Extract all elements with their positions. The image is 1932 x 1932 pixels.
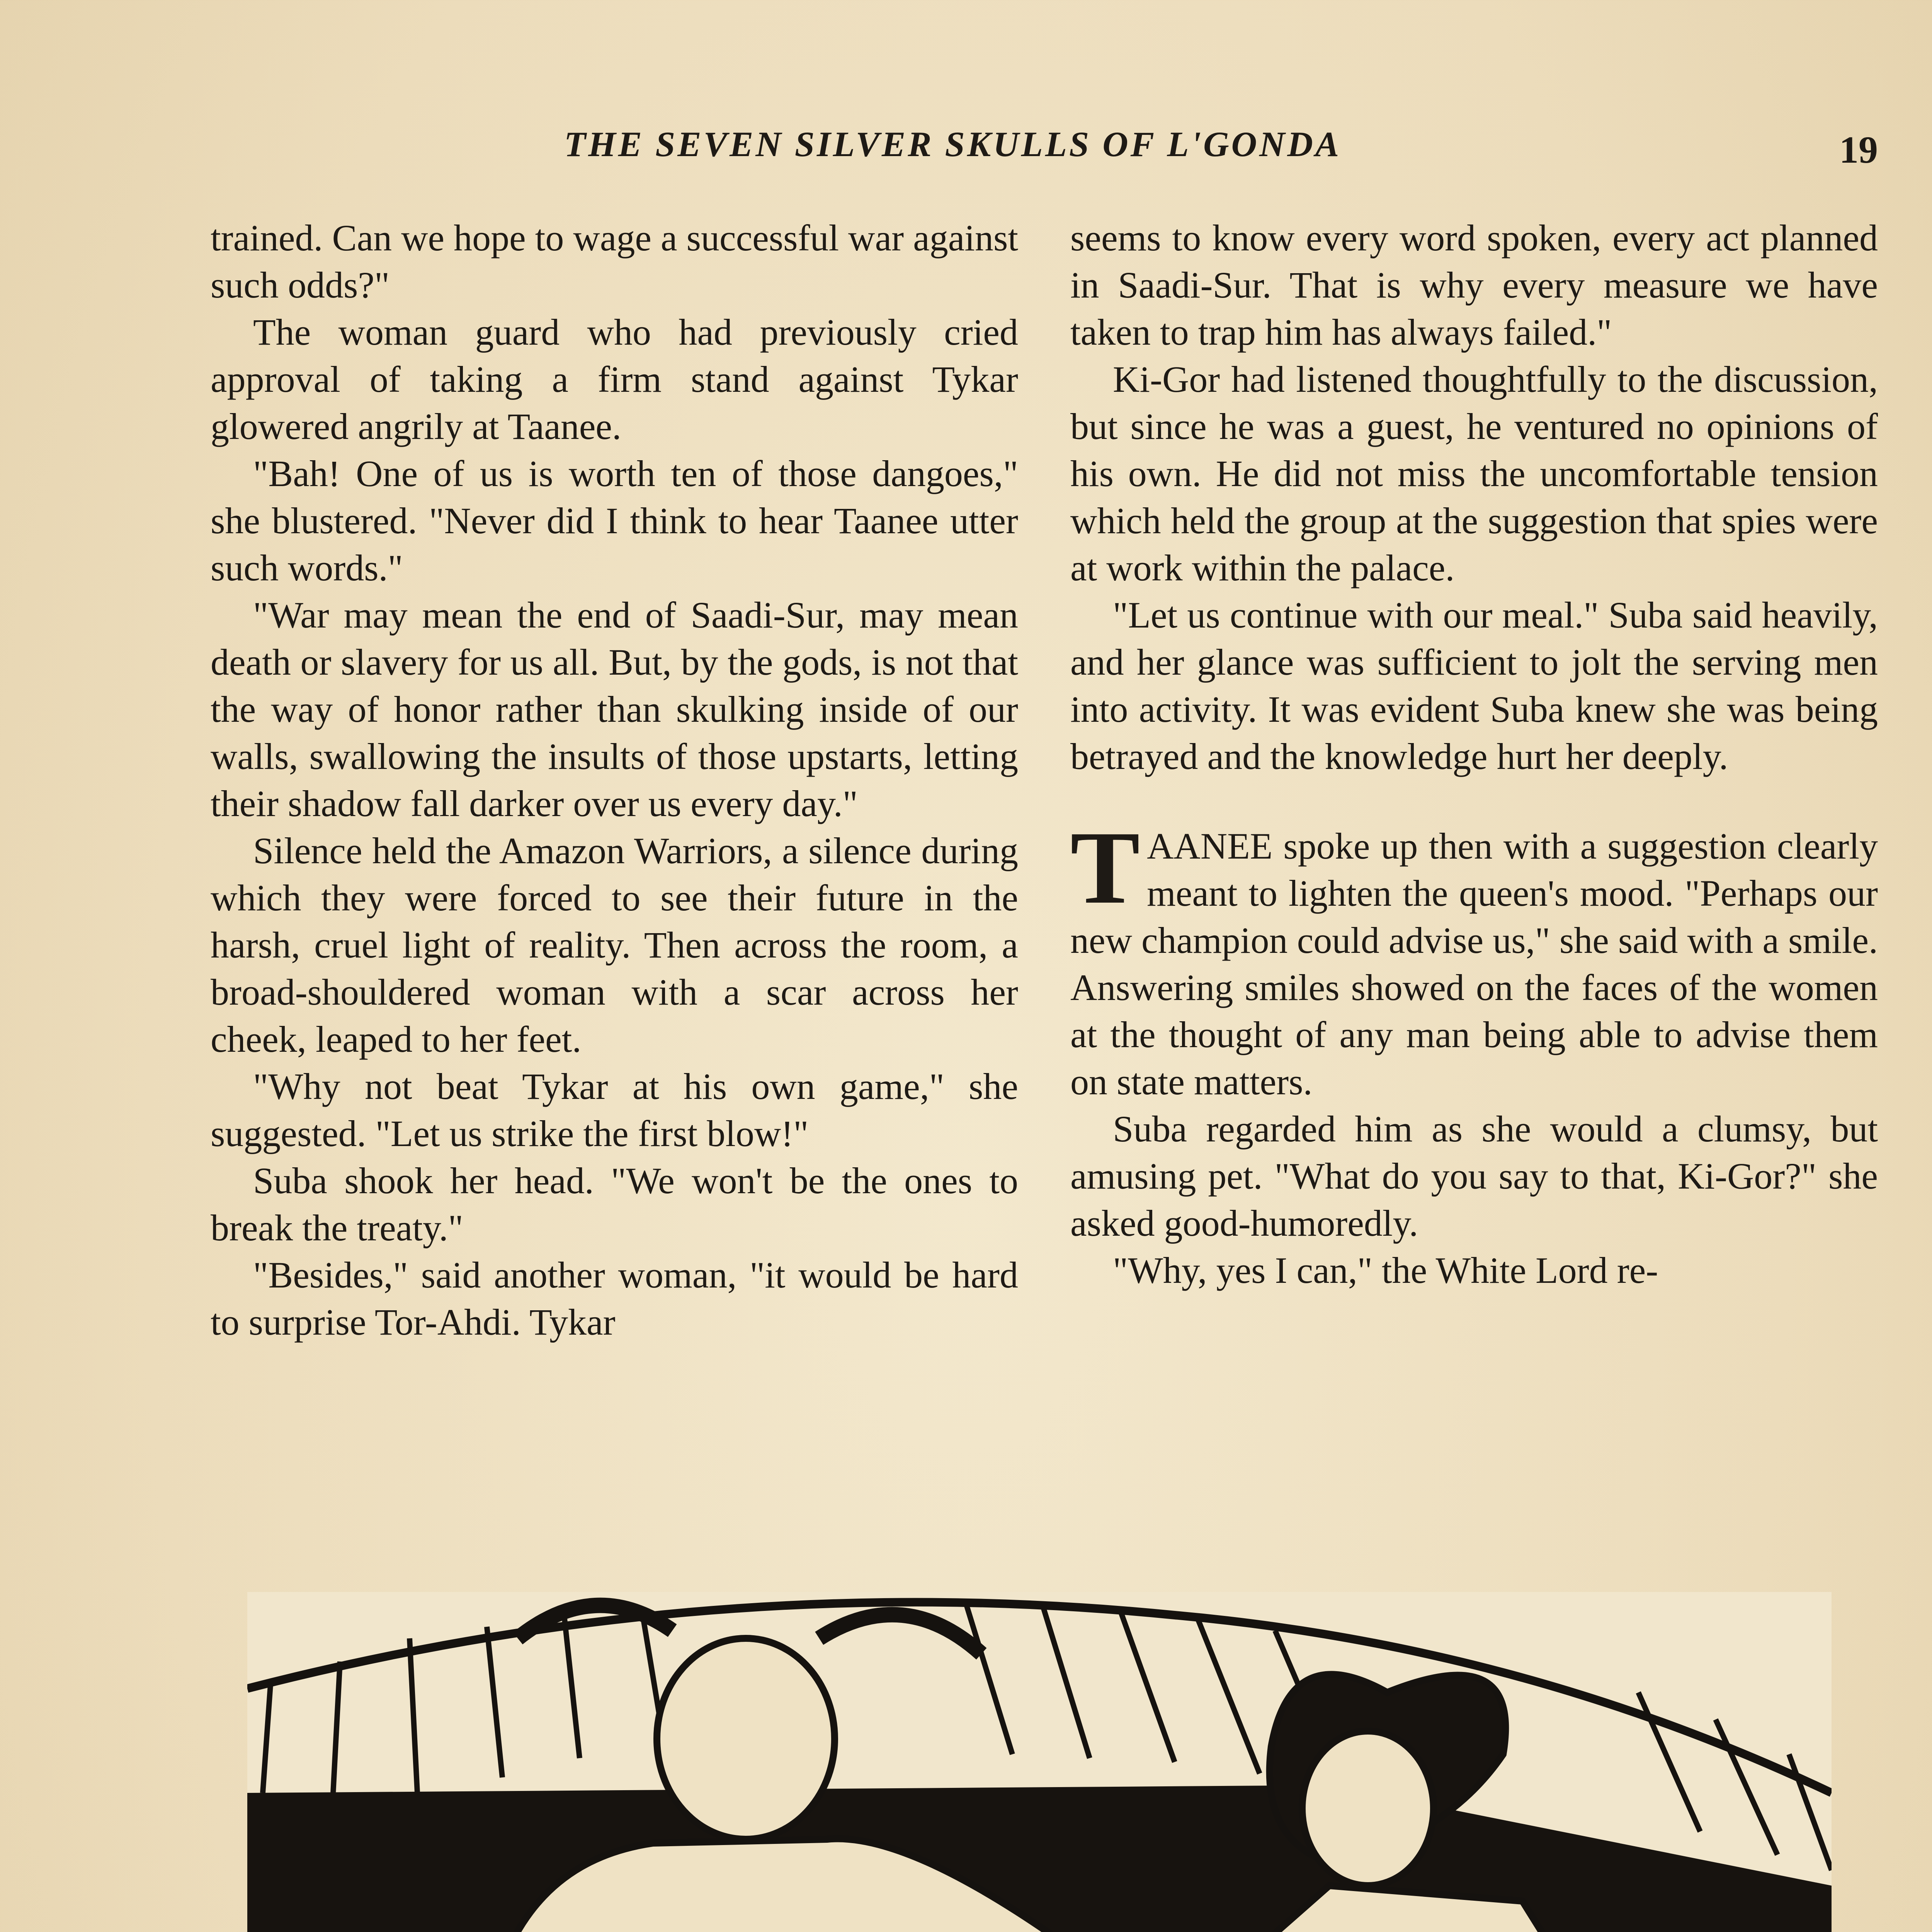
paragraph: "Besides," said another woman, "it would be hard to surprise Tor-Ahdi. Tykar	[211, 1254, 1018, 1343]
paragraph: "Let us continue with our meal." Suba said heavily, and her glance was sufficient to jolt the serving men into activity. It was evident Suba knew she was being betrayed and the knowledge hurt her deeply.	[1070, 594, 1878, 777]
paragraph: "War may mean the end of Saadi-Sur, may mean death or slavery for us all. But, by the gods, is not that the way of honor rather than skulking inside of our walls, swallowing the insults of those upstarts, letting their shadow fall darker over us every day."	[211, 594, 1018, 824]
section-opening-paragraph	[1070, 810, 1878, 1105]
paragraph: "Why, yes I can," the White Lord re-	[1113, 1250, 1658, 1291]
paragraph: seems to know every word spoken, every act planned in Saadi-Sur. That is why every measure we have taken to trap him has always failed."	[1070, 217, 1878, 353]
dark-doorway	[247, 1785, 1832, 1932]
paragraph: "Why not beat Tykar at his own game," she suggested. "Let us strike the first blow!"	[211, 1066, 1018, 1154]
left-text-column	[211, 214, 1018, 1346]
illustration-artwork	[247, 1592, 1832, 1932]
drop-cap: T	[1070, 810, 1140, 925]
paragraph: "Bah! One of us is worth ten of those dangoes," she blustered. "Never did I think to hear Taanee utter such words."	[211, 453, 1018, 588]
running-header: THE SEVEN SILVER SKULLS OF L'GONDA	[564, 124, 1342, 164]
paragraph: Ki-Gor had listened thoughtfully to the discussion, but since he was a guest, he ventured no opinions of his own. He did not miss the uncomfortable tension which held the group at the suggestion that spies were at work within the palace.	[1070, 359, 1878, 588]
story-illustration	[247, 1592, 1832, 1932]
paragraph: Silence held the Amazon Warriors, a silence during which they were forced to see their future in the harsh, cruel light of reality. Then across the room, a broad-shouldered woman with a scar across her cheek, leaped to her feet.	[211, 830, 1018, 1060]
right-text-column	[1070, 214, 1878, 1294]
paragraph: The woman guard who had previously cried approval of taking a firm stand against Tykar glowered angrily at Taanee.	[211, 311, 1018, 447]
section-first-text: AANEE spoke up then with a suggestion clearly meant to lighten the queen's mood. "Perhaps our new champion could advise us," she said with a smile. Answering smiles showed on the faces of the women at the thought of any man being able to advise them on state matters.	[1070, 825, 1878, 1102]
paragraph: Suba shook her head. "We won't be the ones to break the treaty."	[211, 1160, 1018, 1248]
paragraph: trained. Can we hope to wage a successful war against such odds?"	[211, 217, 1018, 306]
paragraph: Suba regarded him as she would a clumsy, but amusing pet. "What do you say to that, Ki-Gor?" she asked good-humoredly.	[1070, 1108, 1878, 1244]
page-number: 19	[1839, 128, 1878, 171]
